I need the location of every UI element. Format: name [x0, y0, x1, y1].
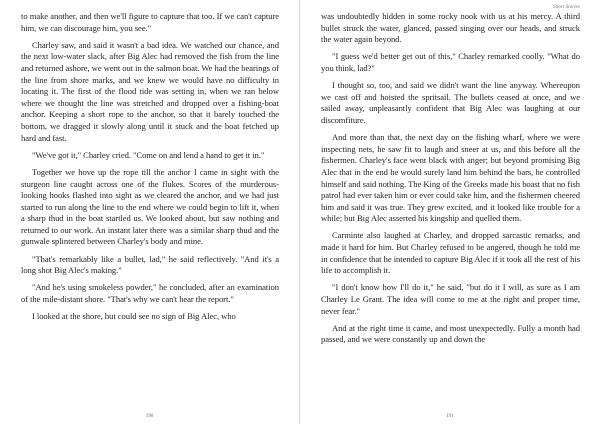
page-number-left: 190 — [145, 414, 154, 419]
paragraph: Carminte also laughed at Charley, and dropped sarcastic remarks, and made it hard for him. But Charley refused to be angered, though he told me in confidence that he intended to capture Big Alec if it took all the rest of his life to accomplish it. — [321, 230, 580, 276]
paragraph: "I guess we'd better get out of this," Charley remarked coolly. "What do you think, lad?" — [321, 51, 580, 73]
paragraph: And more than that, the next day on the fishing wharf, where we were inspecting nets, he saw fit to laugh and sneer at us, and this before all the fishermen. Charley's face went black with anger; but beyond promising Big Alec that in the end he would surely land him behind the bars, he controlled himself and said nothing. The King of the Greeks made his boast that no fish patrol had ever taken him or ever could take him, and the fishermen cheered him and said it was true. They grew excited, and it looked like trouble for a while; but Big Alec asserted his kingship and quelled them. — [321, 132, 580, 224]
paragraph: "That's remarkably like a bullet, lad," he said reflectively. "And it's a long shot Big Alec's making." — [21, 253, 279, 276]
paragraph: "We've got it," Charley cried. "Come on and lend a hand to get it in." — [32, 149, 265, 160]
paragraph: "I don't know how I'll do it," he said, "but do it I will, as sure as I am Charley Le Grant. The idea will come to me at the right and proper time, never fear." — [321, 282, 580, 316]
paragraph: Together we hove up the rope till the anchor I came in sight with the sturgeon line caught across one of the flukes. Scores of the murderous-looking hooks flashed into sight as we cleared the anchor, and we had just started to run along the line to the end where we could begin to lift it, when a sharp thud in the boat startled us. We looked about, but saw nothing and returned to our work. An instant later there was a similar sharp thud and the gunwale splintered between Charley's body and mine. — [21, 166, 279, 247]
left-page-text — [21, 11, 279, 323]
paragraph: And at the right time it came, and most unexpectedly. Fully a month had passed, and we were constantly up and down the — [321, 322, 580, 345]
paragraph: "And he's using smokeless powder," he concluded, after an examination of the mile-distant shore. "That's why we can't hear the report." — [21, 282, 279, 305]
paragraph: I looked at the shore, but could see no sign of Big Alec, who — [32, 311, 236, 322]
running-head-right: Short Stories — [553, 4, 580, 10]
running-head-left — [21, 0, 279, 11]
paragraph: I thought so, too, and said we didn't want the line anyway. Whereupon we cast off and hoisted the spritsail. The bullets ceased at once, and we sailed away, unpleasantly confident that Big Alec was laughing at our discomfiture. — [321, 80, 580, 125]
page-number-right: 191 — [446, 414, 454, 419]
paragraph: to make another, and then we'll figure to capture that too. If we can't capture him, we can discourage him, you see." — [21, 11, 279, 33]
right-page — [300, 0, 600, 424]
paragraph: was undoubtedly hidden in some rocky nook with us at his mercy. A third bullet struck the water, glanced, passed singing over our heads, and struck the water again beyond. — [321, 11, 580, 45]
paragraph: Charley saw, and said it wasn't a bad idea. We watched our chance, and the next low-water slack, after Big Alec had removed the fish from the line and returned ashore, we went out in the salmon boat. We had the bearings of the line from shore marks, and we knew we would have no difficulty in locating it. The first of the flood tide was setting in, when we ran below where we thought the line was stretched and dropped over a fishing-boat anchor. Keeping a short rope to the anchor, so that it barely touched the bottom, we dragged it slowly along until it stuck and the boat fetched up hard and fast. — [21, 39, 279, 143]
left-page — [0, 0, 299, 424]
right-page-text — [321, 11, 580, 346]
